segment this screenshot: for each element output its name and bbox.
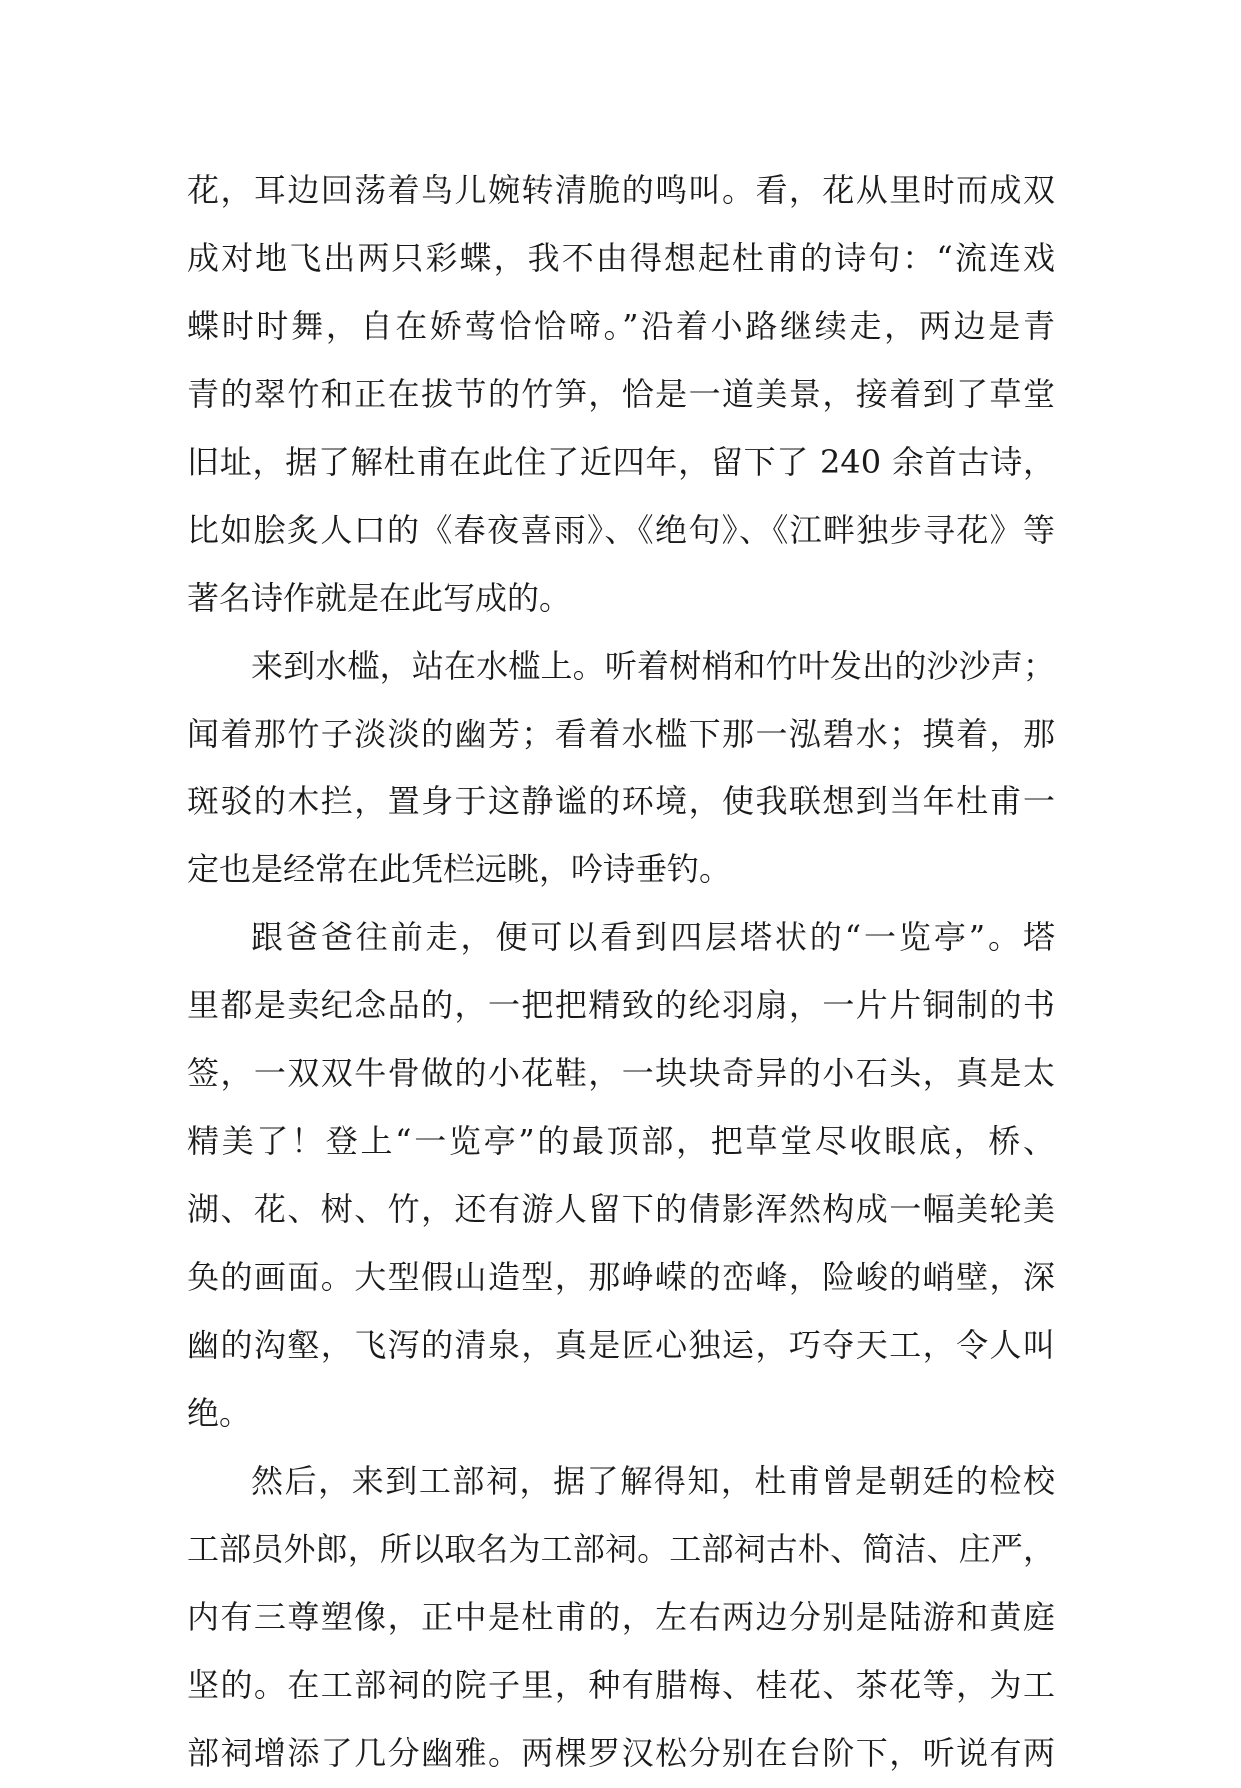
- text-line: 幽的沟壑，飞泻的清泉，真是匠心独运，巧夺天工，令人叫: [187, 1325, 1055, 1364]
- text-line: 蝶时时舞，自在娇莺恰恰啼。”沿着小路继续走，两边是青: [187, 306, 1055, 345]
- text-line: 坚的。在工部祠的院子里，种有腊梅、桂花、茶花等，为工: [187, 1665, 1055, 1704]
- paragraph-1: [187, 157, 1055, 633]
- text-line: 成对地飞出两只彩蝶，我不由得想起杜甫的诗句：“流连戏: [187, 238, 1055, 277]
- text-line: 比如脍炙人口的《春夜喜雨》、《绝句》、《江畔独步寻花》等: [187, 510, 1055, 549]
- text-line: 斑驳的木拦，置身于这静谧的环境，使我联想到当年杜甫一: [187, 782, 1055, 821]
- text-line: 来到水槛，站在水槛上。听着树梢和竹叶发出的沙沙声；: [251, 646, 1055, 685]
- text-line: 定也是经常在此凭栏远眺，吟诗垂钓。: [187, 850, 732, 889]
- body-text: [187, 157, 1055, 1788]
- text-line: 跟爸爸往前走，便可以看到四层塔状的“一览亭”。塔: [251, 918, 1055, 957]
- text-line: 闻着那竹子淡淡的幽芳；看着水槛下那一泓碧水；摸着，那: [187, 714, 1055, 753]
- text-line: 花，耳边回荡着鸟儿婉转清脆的鸣叫。看，花从里时而成双: [187, 171, 1055, 209]
- text-line: 绝。: [187, 1393, 252, 1432]
- text-line: 签，一双双牛骨做的小花鞋，一块块奇异的小石头，真是太: [187, 1054, 1055, 1093]
- text-line: 内有三尊塑像，正中是杜甫的，左右两边分别是陆游和黄庭: [187, 1597, 1055, 1636]
- paragraph-4: [187, 1448, 1055, 1788]
- text-line: 精美了！登上“一览亭”的最顶部，把草堂尽收眼底，桥、: [187, 1122, 1055, 1161]
- text-line: 湖、花、树、竹，还有游人留下的倩影浑然构成一幅美轮美: [187, 1190, 1055, 1229]
- paragraph-3: [187, 904, 1055, 1448]
- text-line: 奂的画面。大型假山造型，那峥嵘的峦峰，险峻的峭壁，深: [187, 1258, 1055, 1296]
- text-line: 里都是卖纪念品的，一把把精致的纶羽扇，一片片铜制的书: [187, 986, 1055, 1025]
- text-line: 然后，来到工部祠，据了解得知，杜甫曾是朝廷的检校: [251, 1461, 1055, 1500]
- text-line: 部祠增添了几分幽雅。两棵罗汉松分别在台阶下，听说有两: [187, 1733, 1055, 1772]
- text-line: 工部员外郎，所以取名为工部祠。工部祠古朴、简洁、庄严，: [187, 1529, 1055, 1568]
- paragraph-2: [187, 633, 1055, 905]
- text-line: 旧址，据了解杜甫在此住了近四年，留下了 240 余首古诗，: [187, 442, 1055, 481]
- text-line: 青的翠竹和正在拔节的竹笋，恰是一道美景，接着到了草堂: [187, 374, 1055, 413]
- text-line: 著名诗作就是在此写成的。: [187, 578, 572, 617]
